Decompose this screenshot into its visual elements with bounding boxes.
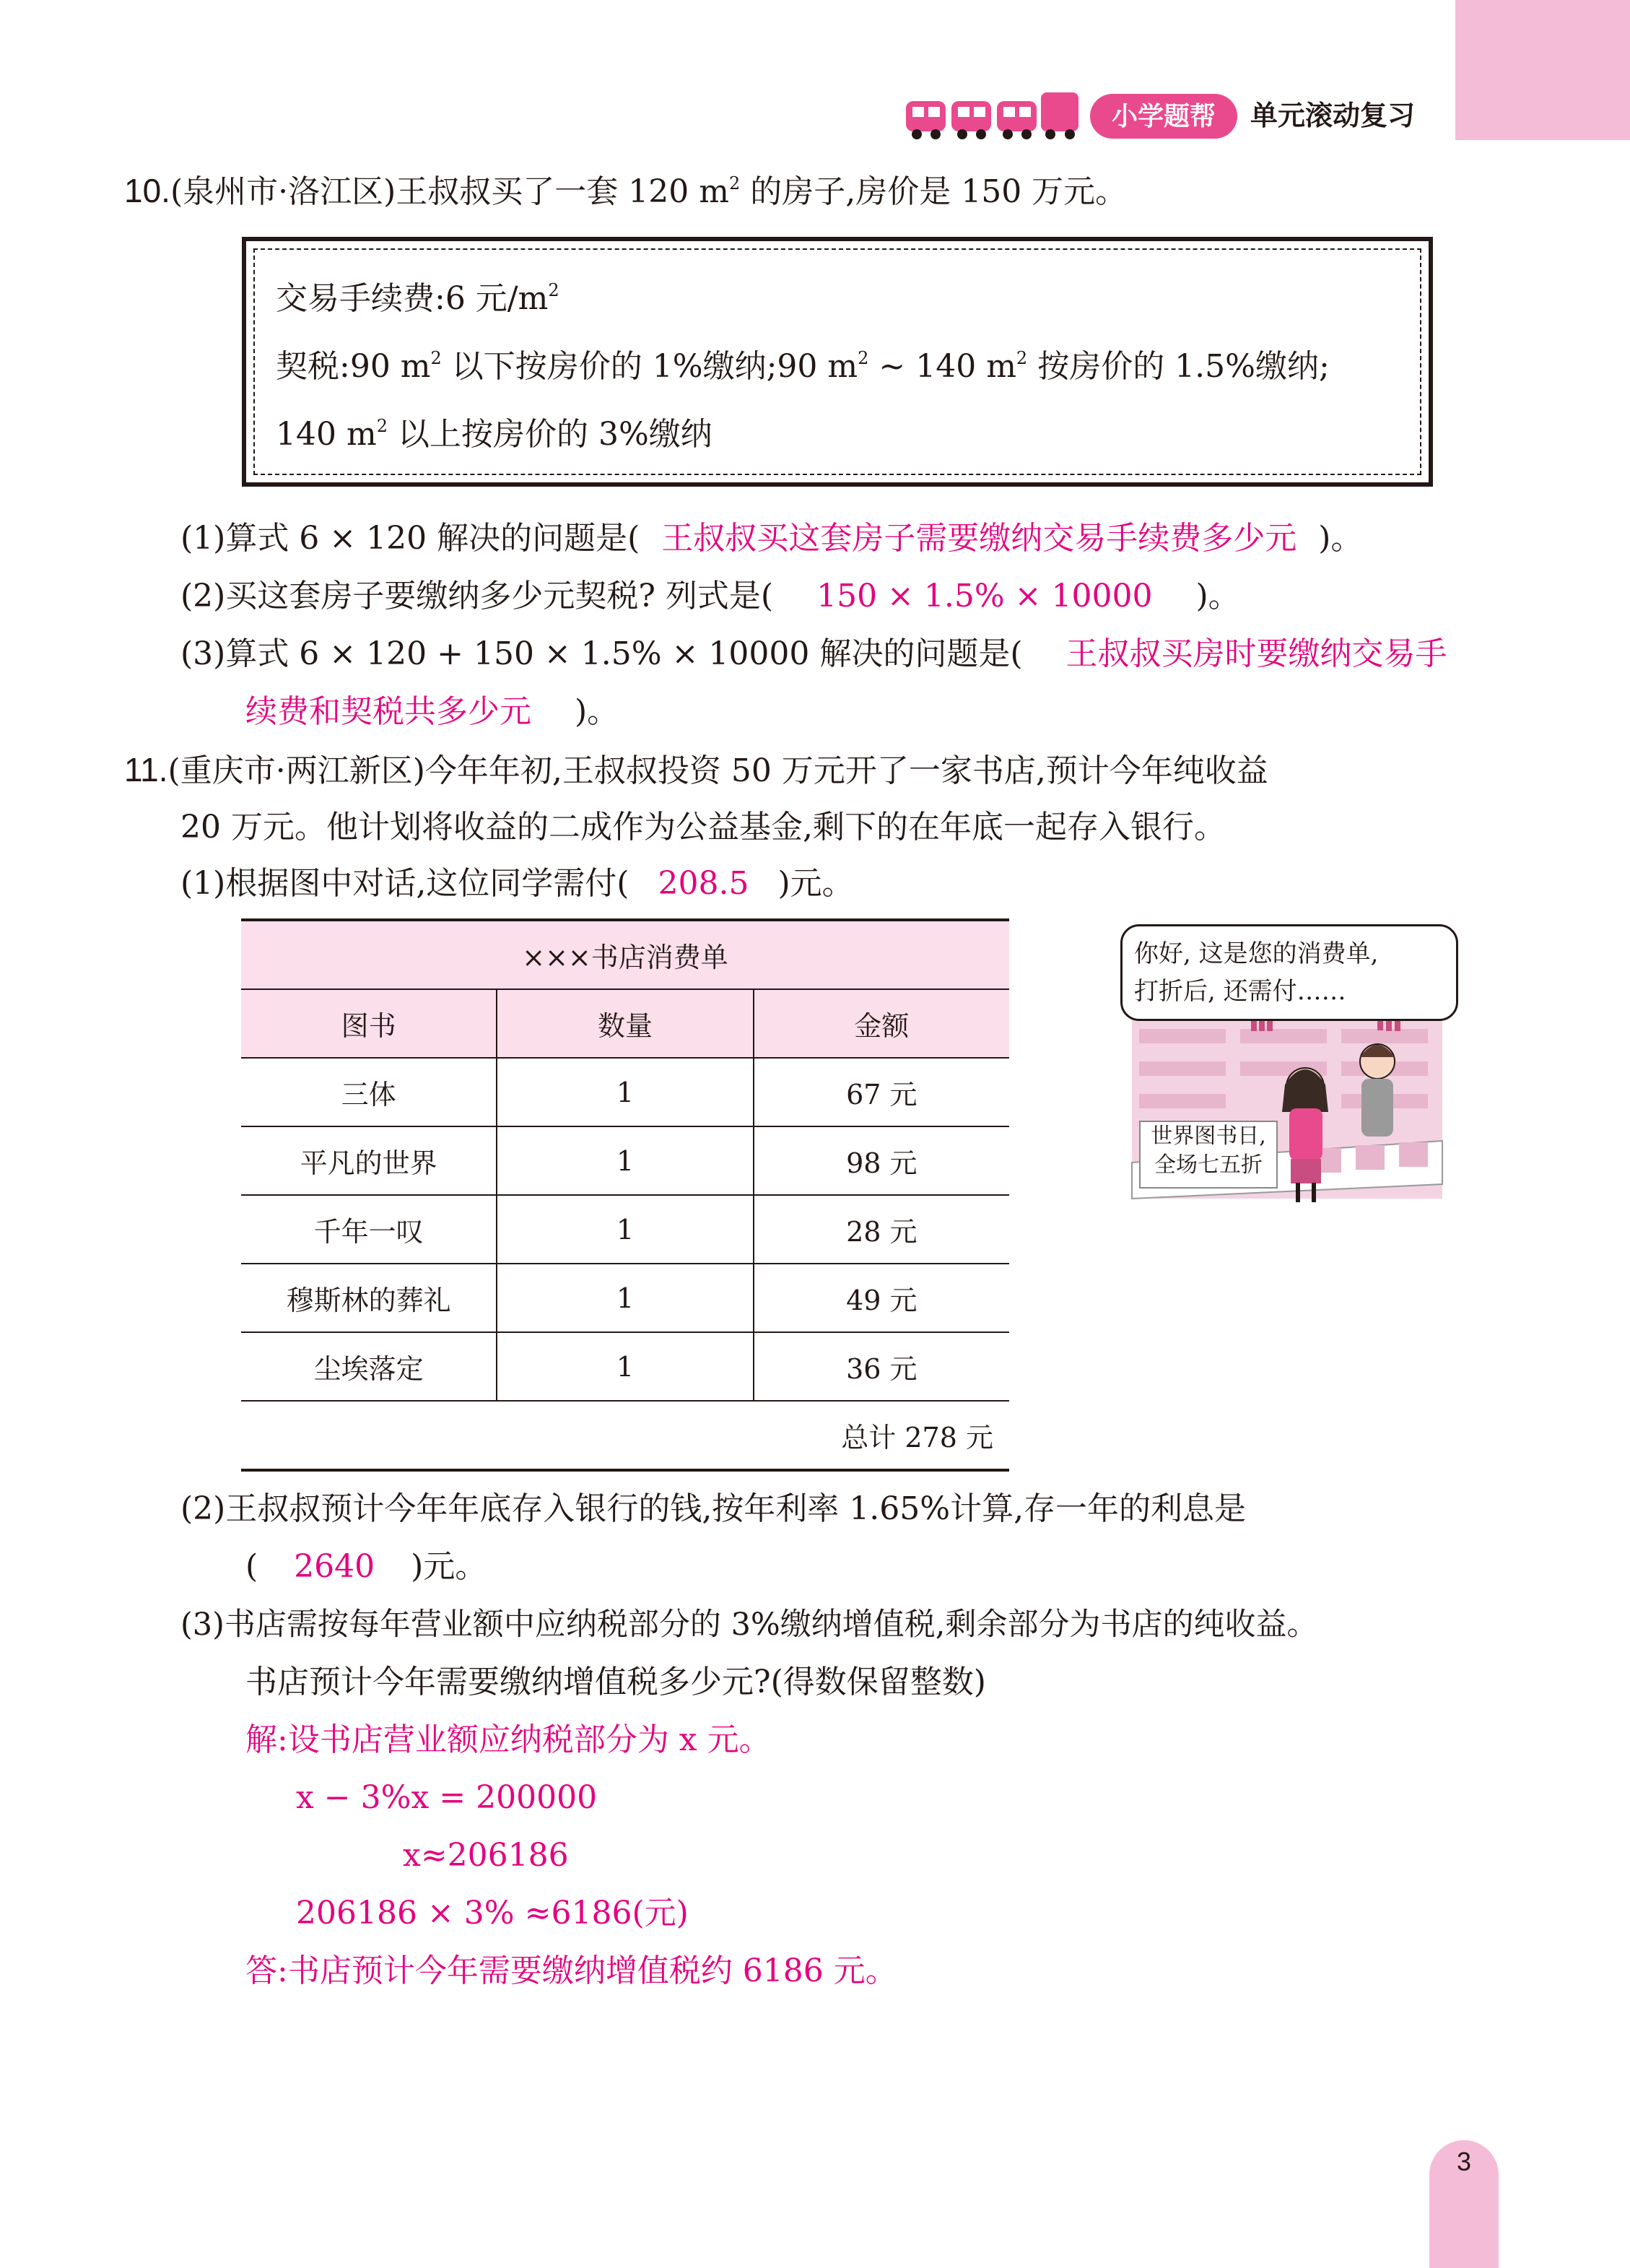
- q10-source: (泉州市·洛江区): [170, 173, 396, 210]
- q10-number: 10.: [124, 172, 170, 209]
- q11-part2-open: (: [245, 1548, 258, 1585]
- table-cell: 1: [497, 1058, 753, 1126]
- receipt-total: 总计 278 元: [241, 1401, 1009, 1470]
- table-cell: 平凡的世界: [241, 1126, 497, 1195]
- table-cell: 穆斯林的葬礼: [241, 1264, 497, 1332]
- receipt-header-qty: 数量: [497, 989, 753, 1058]
- q10-stem-b: 的房子,房价是 150 万元。: [740, 173, 1128, 210]
- q11-part2-cont: [245, 1547, 487, 1587]
- table-row: [241, 1058, 1009, 1126]
- box-line-1: [276, 279, 559, 323]
- table-row: [241, 1195, 1009, 1264]
- q11-part1: [180, 864, 854, 904]
- brand-badge: 小学题帮: [1090, 94, 1237, 139]
- page-number-tab: [1429, 2140, 1499, 2268]
- q11-stem-1: [124, 750, 1268, 791]
- q11-part3-q2: 书店预计今年需要缴纳增值税多少元?(得数保留整数): [245, 1664, 986, 1700]
- box-line-1-text: 交易手续费:6 元/m: [276, 280, 549, 317]
- table-cell: 1: [497, 1126, 753, 1195]
- q10-part3-answer-b: 续费和契税共多少元: [245, 693, 531, 730]
- box-line-2-b: 以下按房价的 1%缴纳;90 m: [441, 348, 858, 385]
- receipt-title: ×××书店消费单: [241, 920, 1009, 989]
- receipt-table: [241, 918, 1009, 1472]
- q11-stem-2: 20 万元。他计划将收益的二成作为公益基金,剩下的在年底一起存入银行。: [180, 809, 1226, 846]
- q10-part2-question: (2)买这套房子要缴纳多少元契税? 列式是(: [180, 578, 774, 614]
- q10-stem: [124, 170, 1127, 217]
- q11-part1-end: )元。: [777, 865, 854, 902]
- table-cell: 1: [497, 1195, 753, 1264]
- box-line-2-sup3: 2: [1016, 348, 1028, 368]
- header-pink-strip: [1455, 0, 1630, 140]
- solution-line-2: x − 3%x = 200000: [296, 1779, 598, 1816]
- bubble-line-2: 打折后, 还需付……: [1134, 977, 1346, 1006]
- q10-part1-answer: 王叔叔买这套房子需要缴纳交易手续费多少元: [661, 520, 1297, 557]
- q10-stem-a: 王叔叔买了一套 120 m: [396, 173, 729, 210]
- q10-part3-question: (3)算式 6 × 120 + 150 × 1.5% × 10000 解决的问题是(: [180, 635, 1023, 672]
- box-line-3-b: 以上按房价的 3%缴纳: [387, 416, 712, 453]
- solution-answer: 答:书店预计今年需要缴纳增值税约 6186 元。: [245, 1952, 897, 1989]
- table-cell: 尘埃落定: [241, 1332, 497, 1401]
- box-line-2-sup2: 2: [858, 348, 869, 368]
- box-line-2-sup1: 2: [430, 348, 442, 368]
- table-cell: 98 元: [754, 1126, 1009, 1195]
- sign-line-1: 世界图书日,: [1151, 1124, 1266, 1149]
- q10-stem-sup: 2: [728, 173, 741, 194]
- box-line-2-a: 契税:90 m: [276, 348, 431, 385]
- q11-part2: (2)王叔叔预计今年年底存入银行的钱,按年利率 1.65%计算,存一年的利息是: [180, 1490, 1247, 1527]
- box-line-3-a: 140 m: [276, 416, 377, 453]
- q10-part1-end: )。: [1318, 520, 1363, 557]
- table-row: [241, 1126, 1009, 1195]
- q11-part1-question: (1)根据图中对话,这位同学需付(: [180, 865, 629, 902]
- q10-part3: [180, 634, 1447, 674]
- page-number: 3: [1456, 2147, 1472, 2176]
- q10-part2: [180, 576, 1240, 617]
- box-line-3: [276, 414, 712, 459]
- q10-part3-answer-a: 王叔叔买房时要缴纳交易手: [1065, 635, 1447, 672]
- q10-part1: [180, 518, 1362, 559]
- table-cell: 1: [497, 1332, 753, 1401]
- receipt-header-amount: 金额: [754, 989, 1009, 1058]
- q11-part3-q1: (3)书店需按每年营业额中应纳税部分的 3%缴纳增值税,剩余部分为书店的纯收益。: [180, 1607, 1318, 1643]
- q11-stem-a: 今年年初,王叔叔投资 50 万元开了一家书店,预计今年纯收益: [424, 752, 1268, 789]
- table-cell: 1: [497, 1264, 753, 1332]
- table-cell: 28 元: [754, 1195, 1009, 1264]
- box-line-1-sup: 2: [548, 280, 559, 300]
- q11-part2-end: )元。: [411, 1548, 487, 1585]
- bubble-line-1: 你好, 这是您的消费单,: [1134, 939, 1379, 968]
- box-line-2-d: 按房价的 1.5%缴纳;: [1027, 348, 1330, 385]
- sale-sign: [1139, 1121, 1278, 1189]
- solution-line-4: 206186 × 3% ≈6186(元): [296, 1895, 689, 1932]
- box-line-2-c: ~ 140 m: [868, 348, 1016, 385]
- receipt-header-book: 图书: [241, 989, 497, 1058]
- sign-line-2: 全场七五折: [1154, 1152, 1263, 1178]
- q10-part2-answer: 150 × 1.5% × 10000: [816, 578, 1153, 614]
- section-title: 单元滚动复习: [1250, 101, 1416, 131]
- table-cell: 千年一叹: [241, 1195, 497, 1264]
- solution-line-3: x≈206186: [403, 1837, 569, 1874]
- q10-part3-cont: [245, 692, 619, 732]
- table-row: [241, 1264, 1009, 1332]
- table-cell: 三体: [241, 1058, 497, 1126]
- table-cell: 36 元: [754, 1332, 1009, 1401]
- table-cell: 49 元: [754, 1264, 1009, 1332]
- solution-line-1: 解:设书店营业额应纳税部分为 x 元。: [245, 1721, 771, 1758]
- q11-number: 11.: [124, 751, 168, 788]
- train-icon: [902, 87, 1083, 144]
- box-line-2: [276, 347, 1330, 391]
- speech-bubble: [1120, 924, 1458, 1021]
- q10-part1-question: (1)算式 6 × 120 解决的问题是(: [180, 520, 640, 557]
- q11-source: (重庆市·两江新区): [167, 752, 425, 789]
- q10-part2-end: )。: [1195, 578, 1240, 614]
- table-row: [241, 1332, 1009, 1401]
- q10-part3-end: )。: [575, 693, 619, 730]
- table-cell: 67 元: [754, 1058, 1009, 1126]
- q11-part2-answer: 2640: [294, 1548, 375, 1585]
- box-line-3-sup: 2: [376, 416, 388, 436]
- q11-part1-answer: 208.5: [658, 865, 749, 902]
